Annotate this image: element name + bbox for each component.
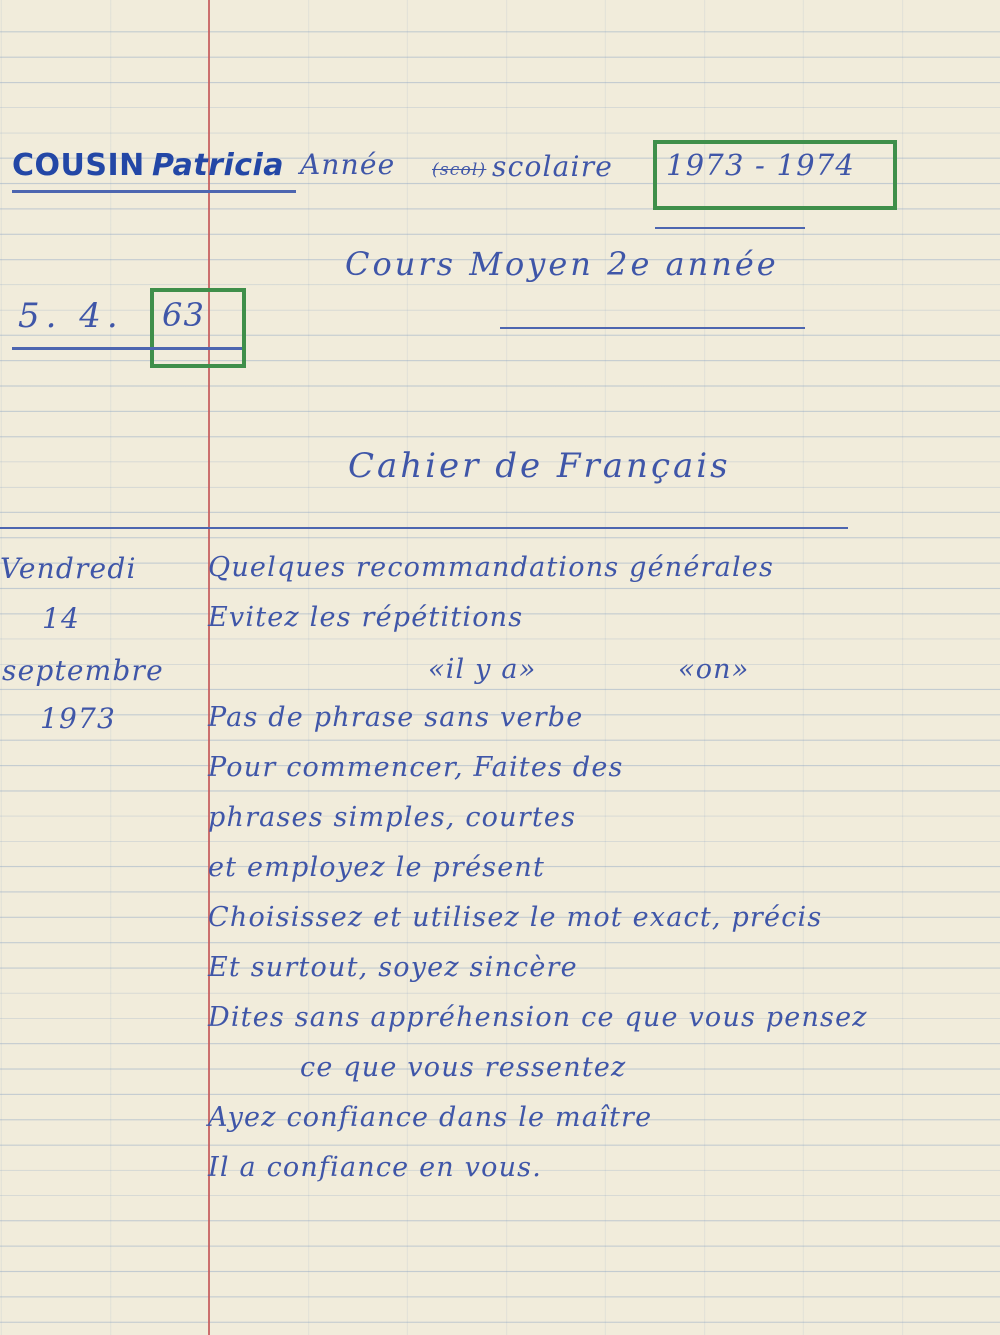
code-number: 63 bbox=[162, 296, 206, 334]
crossed-out-word: (scol) bbox=[432, 160, 487, 180]
notebook-title: Cahier de Français bbox=[348, 446, 731, 486]
year-label: Année bbox=[300, 148, 396, 181]
name-underline bbox=[12, 190, 296, 193]
school-year: 1973 - 1974 bbox=[666, 148, 856, 182]
text-line-1: Quelques recommandations générales bbox=[208, 552, 775, 583]
text-line-9: Dites sans appréhension ce que vous pensez bbox=[208, 1002, 868, 1033]
date-year: 1973 bbox=[40, 702, 117, 735]
text-line-11: Ayez confiance dans le maître bbox=[208, 1102, 653, 1133]
year-underline bbox=[655, 227, 805, 229]
section-divider bbox=[0, 527, 848, 529]
text-quote-il-y-a: «il y a» bbox=[428, 654, 537, 685]
text-quote-on: «on» bbox=[678, 654, 750, 685]
text-line-3: Pas de phrase sans verbe bbox=[208, 702, 584, 733]
student-first-name: Patricia bbox=[152, 148, 285, 183]
text-line-8: Et surtout, soyez sincère bbox=[208, 952, 578, 983]
code-underline bbox=[12, 347, 242, 350]
date-weekday: Vendredi bbox=[0, 552, 137, 585]
scolaire-word: scolaire bbox=[492, 150, 614, 183]
red-margin-line bbox=[208, 0, 210, 1335]
date-month: septembre bbox=[2, 654, 164, 687]
student-code: 5. 4. bbox=[18, 296, 124, 336]
student-surname: COUSIN bbox=[12, 148, 145, 183]
text-line-12: Il a confiance en vous. bbox=[208, 1152, 543, 1183]
text-line-7: Choisissez et utilisez le mot exact, précis bbox=[208, 902, 823, 933]
class-underline bbox=[500, 327, 805, 329]
text-line-5: phrases simples, courtes bbox=[208, 802, 577, 833]
text-line-2: Evitez les répétitions bbox=[208, 602, 524, 633]
class-level: Cours Moyen 2e année bbox=[345, 245, 779, 283]
text-line-6: et employez le présent bbox=[208, 852, 546, 883]
text-line-4: Pour commencer, Faites des bbox=[208, 752, 624, 783]
text-line-10: ce que vous ressentez bbox=[300, 1052, 627, 1083]
date-day: 14 bbox=[42, 602, 81, 635]
